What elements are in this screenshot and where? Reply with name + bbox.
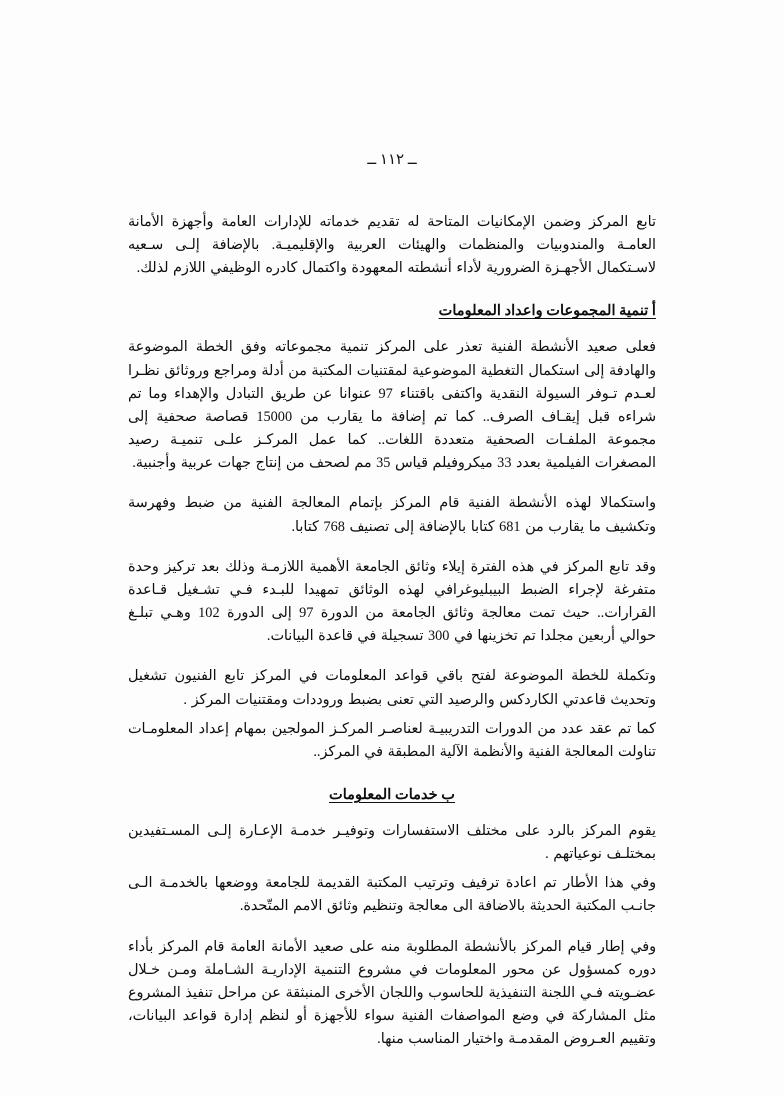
section-heading-collections: أ تنمية المجموعات واعداد المعلومات [438, 303, 656, 320]
page-number: ــ ١١٢ ــ [367, 152, 417, 168]
paragraph-training: كما تم عقد عدد من الدورات التدريبيـة لعناصـر المركـز المولجين بمهام إعداد المعلومـات تناولت المعالجة الفنية والأنظمة الآلية المطبقة في المركز.. [128, 720, 656, 760]
paragraph-inquiries: يقوم المركز بالرد على مختلف الاستفسارات وتوفيـر خدمـة الإعـارة إلـى المسـتفيدين بمختلـف نوعياتهم . [128, 822, 656, 863]
paragraph-intro: تابع المركز وضمن الإمكانيات المتاحة له تقديم خدماته للإدارات العامة وأجهزة الأمانة العامـة والمندوبيات والمنظمات والهيئات العربية والإقليميـة. بالإضافة إلـى سـعيه لاسـتكمال الأجهـزة الضرورية لأداء أنشطته المعهودة واكتمال كادره الوظيفي اللازم لذلك. [128, 214, 656, 277]
paragraph-admin-development: وفي إطار قيام المركز بالأنشطة المطلوبة منه على صعيد الأمانة العامة قام المركز بأداء دوره كمسؤول عن محور المعلومات في مشروع التنمية الإداريـة الشـاملة ومـن خـلال عضـويته فـي اللجنة التنفيذية للحاسوب واللجان الأخرى المنبثقة عن مراحل تنفيذ المشروع مثل المشاركة في وضع المواصفات الفنية سواء للأجهزة أو لنظم إدارة قواعد البيانات، وتقييم العـروض المقدمـة واختيار المناسب منها. [128, 938, 656, 1048]
paragraph-cataloging: واستكمالا لهذه الأنشطة الفنية قام المركز بإتمام المعالجة الفنية من ضبط وفهرسة وتكشيف ما يقارب من 681 كتابا بالإضافة إلى تصنيف 768 كتابا. [128, 495, 656, 535]
paragraph-library-reorg: وفي هذا الأطار تم اعادة ترفيف وترتيب المكتبة القديمة للجامعة ووضعها بالخدمـة الـى جانـب المكتبة الحديثة بالاضافة الى معالجة وتنظيم وثائق الامم المتّحدة. [128, 875, 656, 915]
paragraph-documents: وقد تابع المركز في هذه الفترة إيلاء وثائق الجامعة الأهمية اللازمـة وذلك بعد تركيز وحدة متفرغة لإجراء الضبط البيبليوغرافي لهذه الوثائق تمهيدا للبـدء فـي تشـغيل قـاعدة القرارات.. حيث تمت معالجة وثائق الجامعة من الدورة 97 إلى الدورة 102 وهـي تبلـغ حوالي أربعين مجلدا تم تخزينها في 300 تسجيلة في قاعدة البيانات. [128, 558, 656, 645]
paragraph-databases: وتكملة للخطة الموضوعة لفتح باقي قواعد المعلومات في المركز تابع الفنيون تشغيل وتحديث قاعدتي الكاردكس والرصيد التي تعنى بضبط وروددات ومقتنيات المركز . [128, 668, 656, 708]
page-content [128, 150, 656, 1068]
paragraph-technical-activities: فعلى صعيد الأنشطة الفنية تعذر على المركز تنمية مجموعاته وفق الخطة الموضوعة والهادفة إلى استكمال التغطية الموضوعية لمقتنيات المكتبة من أدلة ومراجع وروثائق نظـرا لعـدم تـوفر السيولة النقدية واكتفى باقتناء 97 عنوانا عن طريق التبادل والإهداء وما تم شراءه قبل إيقـاف الصرف.. كما تم إضافة ما يقارب من 15000 قصاصة صحفية إلى مجموعة الملفـات الصحفية متعددة اللغات.. كما عمل المركـز علـى تنميـة رصيد المصغرات الفيلمية بعدد 33 ميكروفيلم قياس 35 مم لصحف من إنتاج جهات عربية وأجنبية. [128, 339, 656, 472]
section-heading-services: ب خدمات المعلومات [328, 786, 456, 803]
